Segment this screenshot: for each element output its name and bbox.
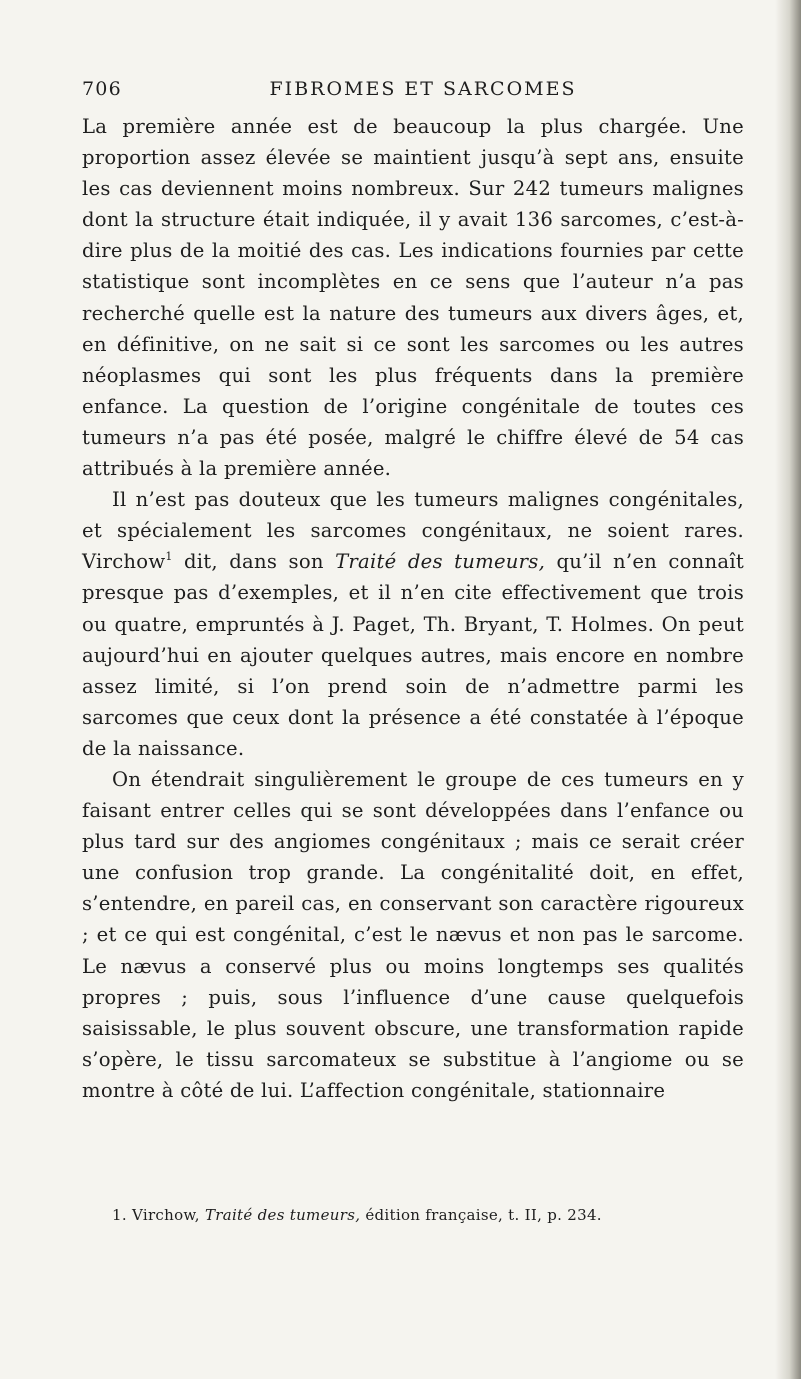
footnote-rest: édition française, t. II, p. 234. <box>365 1206 602 1224</box>
paragraph-2 <box>82 484 744 764</box>
running-title: FIBROMES ET SARCOMES <box>269 78 577 100</box>
page-edge-shadow <box>775 0 801 1379</box>
footnote-author: Virchow, <box>132 1206 200 1224</box>
footnote-ref: 1 <box>165 550 173 564</box>
page-number: 706 <box>82 78 122 100</box>
paragraph-3: On étendrait singulièrement le groupe de ces tumeurs en y faisant entrer celles qui se sont développées dans l’enfance ou plus tard sur des angiomes congénitaux ; mais ce serait créer une confusion trop grande. La congénitalité doit, en effet, s’entendre, en pareil cas, en conservant son caractère rigoureux ; et ce qui est congénital, c’est le nævus et non pas le sarcome. Le nævus a conservé plus ou moins longtemps ses qualités propres ; puis, sous l’influence d’une cause quelquefois saisissable, le plus souvent obscure, une transformation rapide s’opère, le tissu sarcomateux se substitue à l’angiome ou se montre à côté de lui. L’affection congénitale, stationnaire <box>82 767 744 1102</box>
body-text <box>82 111 744 1106</box>
paragraph-2-part-b: dit, dans son <box>172 550 336 574</box>
paragraph-2-part-c: qu’il n’en connaît presque pas d’exemples, et il n’en cite effectivement que trois ou quatre, empruntés à J. Paget, Th. Bryant, T. Holmes. On peut aujourd’hui en ajouter quelques autres, mais encore en nombre assez limité, si l’on prend soin de n’admettre parmi les sarcomes que ceux dont la présence a été constatée à l’époque de la naissance. <box>82 550 744 760</box>
paragraph-1: La première année est de beaucoup la plus chargée. Une proportion assez élevée se maintient jusqu’à sept ans, ensuite les cas deviennent moins nombreux. Sur 242 tumeurs malignes dont la structure était indiquée, il y avait 136 sarcomes, c’est-à-dire plus de la moitié des cas. Les indications fournies par cette statistique sont incomplètes en ce sens que l’auteur n’a pas recherché quelle est la nature des tumeurs aux divers âges, et, en définitive, on ne sait si ce sont les sarcomes ou les autres néoplasmes qui sont les plus fréquents dans la première enfance. La question de l’origine congénitale de toutes ces tumeurs n’a pas été posée, malgré le chiffre élevé de 54 cas attribués à la première année. <box>82 115 744 481</box>
page-header <box>82 78 764 108</box>
book-title-italic: Traité des tumeurs, <box>335 550 546 574</box>
footnote <box>82 1206 762 1224</box>
footnote-marker: 1. <box>112 1206 127 1224</box>
paragraph-2-part-a: Il n’est pas douteux que les tumeurs malignes congénitales, et spécialement les sarcomes congénitaux, ne soient rares. Virchow <box>82 488 744 574</box>
footnote-title: Traité des tumeurs, <box>204 1206 361 1224</box>
